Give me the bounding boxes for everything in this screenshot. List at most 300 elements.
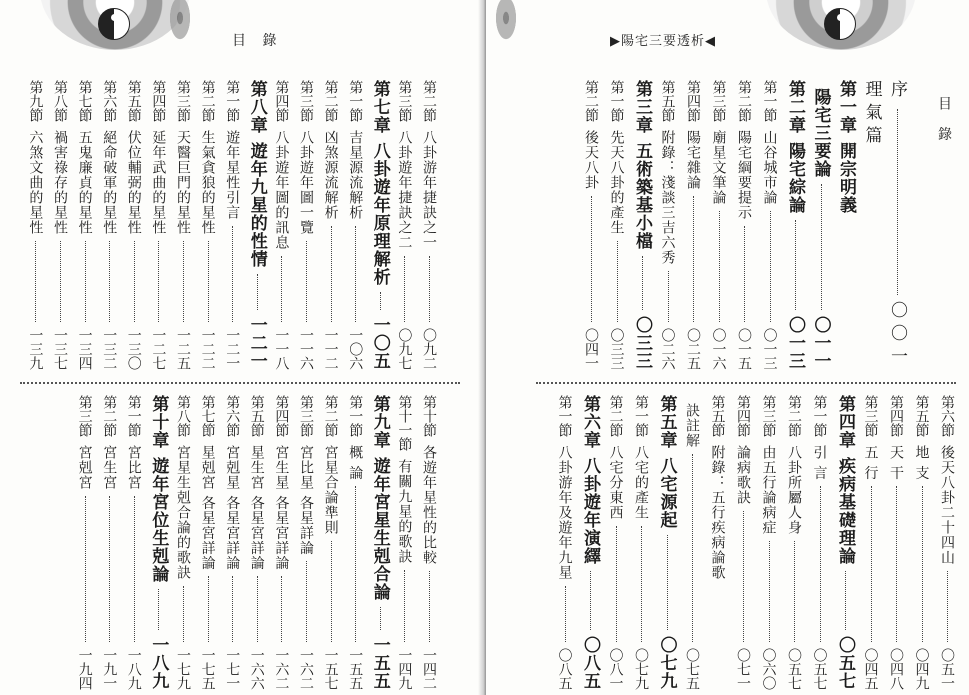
toc-title: 伏位輔弼的星性 (125, 130, 142, 235)
leader-dots (886, 109, 898, 295)
toc-title: 生氣貪狼的星性 (199, 130, 216, 235)
toc-label: 理氣篇 (861, 80, 882, 149)
toc-page-number: 〇二五 (685, 328, 701, 370)
toc-title: 遊年宮位生剋論 (148, 457, 169, 583)
toc-chapter (369, 80, 391, 370)
toc-page-number: 一四二 (421, 648, 437, 690)
toc-entry (123, 80, 145, 370)
toc-label: 第四節 (150, 80, 167, 122)
leader-dots (295, 241, 307, 322)
toc-chapter (835, 80, 857, 370)
toc-title: 訣註解 (684, 403, 700, 448)
toc-label: 第七節 (76, 80, 93, 122)
toc-label: 第六章 (580, 395, 600, 449)
leader-dots (707, 586, 719, 684)
toc-label: 第三節 (396, 80, 413, 122)
leader-dots (393, 256, 405, 322)
toc-chapter (784, 80, 806, 370)
toc-page-number: 〇八五 (556, 648, 573, 690)
leader-dots (49, 241, 61, 322)
toc-entry (98, 80, 120, 370)
toc-label: 第七節 (199, 395, 216, 437)
toc-page-number: 〇九二 (421, 328, 437, 370)
leader-dots (369, 292, 381, 310)
toc-entry (147, 80, 169, 370)
leader-dots (630, 526, 642, 642)
toc-title: 八卦遊年圖的訊息 (273, 130, 290, 250)
toc-title: 八卦所屬人身 (786, 445, 802, 535)
leader-dots (579, 571, 591, 630)
toc-entry (681, 395, 703, 690)
toc-page-number: 〇三三 (632, 316, 652, 370)
toc-title: 禍害祿存的星性 (52, 130, 68, 235)
toc-label: 第一節 (224, 80, 241, 122)
toc-label: 第一章 (836, 80, 856, 134)
toc-page-number: 一二一 (224, 328, 241, 370)
leader-dots (270, 576, 282, 642)
toc-page-number: 〇一六 (710, 328, 727, 370)
toc-entry (393, 80, 415, 370)
toc-label: 第八節 (175, 395, 191, 437)
toc-page-number: 一七九 (175, 648, 191, 690)
toc-page-number: 〇一一 (810, 316, 831, 370)
toc-entry (344, 80, 366, 370)
toc-label: 第一節 (347, 80, 364, 122)
toc-title: 八卦遊年捷訣之二 (396, 130, 413, 250)
toc-entry (172, 80, 194, 370)
divider (536, 382, 956, 384)
leader-dots (911, 486, 923, 642)
ornament-icon (486, 0, 526, 60)
toc-label: 第二節 (736, 80, 752, 122)
toc-entry (246, 395, 268, 690)
leader-dots (733, 226, 745, 322)
toc-title: 五鬼廉貞的星性 (76, 130, 93, 235)
toc-title: 先天八卦的產生 (608, 130, 625, 235)
toc-page-number: 一八九 (125, 648, 142, 690)
running-title: ▶陽宅三要透析◀ (610, 34, 716, 49)
toc-page-number: 〇三三 (608, 328, 625, 370)
toc-page-number: 〇四九 (913, 648, 930, 690)
toc-page-number: 〇五七 (835, 636, 855, 690)
toc-title: 凶煞源流解析 (322, 130, 339, 220)
toc-title: 八宅源起 (656, 457, 677, 529)
toc-entry (320, 395, 342, 690)
toc-title: 各遊年星性的比較 (421, 445, 437, 565)
toc-title: 宮比宮 (125, 445, 142, 490)
leader-dots (656, 535, 668, 630)
leader-dots (732, 511, 744, 642)
toc-entry (49, 80, 71, 370)
toc-entry (861, 80, 883, 370)
leader-dots (369, 607, 381, 630)
toc-title: 疾病基礎理論 (835, 457, 855, 565)
toc-page-number: 一一六 (298, 328, 314, 370)
toc-label: 第一節 (125, 395, 142, 437)
toc-page-number: 一四九 (396, 648, 413, 690)
toc-entry (197, 395, 219, 690)
toc-label: 第一節 (556, 395, 573, 437)
toc-label: 第八節 (52, 80, 68, 122)
toc-page-number: 一二五 (175, 328, 191, 370)
toc-title: 五 行 (862, 445, 879, 481)
toc-entry (707, 395, 729, 690)
leader-dots (418, 571, 430, 642)
toc-page-number: 〇〇一 (887, 301, 907, 370)
toc-label: 第十一節 (396, 395, 413, 451)
toc-chapter (147, 395, 169, 690)
leader-dots (393, 570, 405, 642)
toc-label: 第二節 (199, 80, 216, 122)
toc-title: 八卦游年捷訣之一 (421, 130, 437, 250)
leader-dots (580, 196, 592, 322)
toc-title: 宮比星 各星詳論 (298, 445, 314, 556)
toc-page-number: 一五五 (347, 648, 364, 690)
ornament-icon (160, 0, 200, 60)
leader-dots (861, 155, 873, 364)
leader-dots (860, 486, 872, 642)
toc-label: 第六節 (101, 80, 118, 122)
toc-label: 第一節 (633, 395, 649, 437)
left-page (0, 0, 484, 695)
leader-dots (246, 274, 258, 310)
toc-entry (936, 395, 958, 690)
toc-label: 第四章 (835, 395, 855, 449)
toc-title: 遊年九星的性情 (246, 142, 267, 268)
toc-label: 第四節 (888, 395, 904, 437)
toc-label: 第八章 (246, 80, 267, 134)
toc-title: 延年武曲的星性 (150, 130, 167, 235)
toc-page-number: 一二一 (246, 316, 267, 370)
toc-label: 第四節 (273, 395, 290, 437)
toc-page-number: 〇五一 (939, 648, 955, 690)
toc-label: 第一節 (761, 80, 778, 122)
toc-page-number: 〇七九 (656, 636, 677, 690)
leader-dots (98, 241, 110, 322)
toc-entry (605, 395, 627, 690)
toc-page-number: 〇九七 (396, 328, 413, 370)
toc-title: 八卦遊年演繹 (580, 457, 600, 565)
toc-label: 第一節 (347, 395, 364, 437)
toc-title: 概 論 (347, 445, 364, 481)
toc-title: 有關九星的歌訣 (396, 459, 413, 564)
toc-title: 星生宮 各星宮詳論 (248, 445, 265, 571)
toc-title: 引 言 (811, 445, 828, 481)
toc-label: 第二節 (583, 80, 599, 122)
toc-title: 宮剋宮 (76, 445, 93, 490)
toc-entry (733, 80, 755, 370)
leader-dots (708, 211, 720, 322)
toc-page-number: 一七一 (224, 648, 241, 690)
toc-page-number: 一六二 (273, 648, 290, 690)
toc-page-number: 〇四五 (862, 648, 879, 690)
toc-page-number: 一二七 (150, 328, 167, 370)
toc-entry (320, 80, 342, 370)
toc-entry (172, 395, 194, 690)
toc-label: 第二節 (101, 395, 118, 437)
toc-entry (98, 395, 120, 690)
leader-dots (936, 571, 948, 642)
toc-entry (344, 395, 366, 690)
toc-entry (682, 80, 704, 370)
toc-label: 第三節 (298, 395, 314, 437)
toc-title: 由五行論病症 (760, 445, 777, 535)
leader-dots (810, 184, 822, 310)
toc-page-number: 一五五 (369, 636, 390, 690)
toc-entry (295, 395, 317, 690)
toc-entry (758, 395, 780, 690)
leader-dots (147, 589, 159, 630)
toc-label: 第九章 (369, 395, 390, 449)
toc-entry (630, 395, 652, 690)
toc-title: 天醫巨門的星性 (175, 130, 191, 235)
toc-entry (580, 80, 602, 370)
toc-title: 絕命破軍的星性 (101, 130, 118, 235)
toc-entry (418, 395, 440, 690)
toc-page-number: 一六二 (298, 648, 314, 690)
toc-chapter (656, 395, 678, 690)
toc-entry (783, 395, 805, 690)
toc-page-number: 〇七九 (633, 648, 649, 690)
toc-label: 第七章 (369, 80, 390, 134)
toc-title: 遊年宮星生剋合論 (369, 457, 390, 601)
toc-label: 第三節 (298, 80, 314, 122)
leader-dots (682, 196, 694, 322)
toc-title: 陽宅三要論 (810, 88, 831, 178)
toc-entry (606, 80, 628, 370)
toc-label: 第三章 (632, 80, 652, 134)
toc-entry (418, 80, 440, 370)
left-header: 目 錄 (232, 33, 283, 49)
toc-label: 第六節 (224, 395, 241, 437)
toc-label: 第二節 (786, 395, 802, 437)
toc-page-number: 一五七 (322, 648, 339, 690)
toc-entry (123, 395, 145, 690)
toc-label: 第三節 (76, 395, 93, 437)
leader-dots (631, 256, 643, 310)
leader-dots (197, 576, 209, 642)
toc-title: 附錄：五行疾病論歌 (709, 445, 726, 580)
toc-title: 論病歌訣 (735, 445, 751, 505)
toc-title: 後天八卦二十四山 (939, 445, 955, 565)
toc-chapter (810, 80, 832, 370)
toc-entry (554, 395, 576, 690)
toc-page-number: 一六六 (248, 648, 265, 690)
toc-label: 第四節 (273, 80, 290, 122)
leader-dots (758, 541, 770, 642)
leader-dots (759, 211, 771, 322)
toc-title: 六煞文曲的星性 (27, 130, 44, 235)
toc-title: 八卦遊年圖一覽 (298, 130, 314, 235)
toc-title: 五術築基小檔 (632, 142, 652, 250)
toc-page-number: 〇五七 (811, 648, 828, 690)
toc-label: 第五節 (913, 395, 930, 437)
leader-dots (74, 496, 86, 642)
toc-chapter (631, 80, 653, 370)
toc-page-number: 一三四 (76, 328, 93, 370)
toc-label: 第二節 (421, 80, 437, 122)
leader-dots (344, 486, 356, 642)
leader-dots (24, 241, 36, 322)
toc-title: 八卦遊年原理解析 (369, 142, 390, 286)
toc-page-number: 〇四八 (888, 648, 904, 690)
toc-label: 第五節 (125, 80, 142, 122)
toc-title: 陽宅綜論 (785, 142, 805, 214)
toc-entry (708, 80, 730, 370)
leader-dots (172, 241, 184, 322)
toc-page-number: 一〇六 (347, 328, 364, 370)
leader-dots (657, 271, 669, 322)
toc-title: 八宅的產生 (633, 445, 649, 520)
toc-title: 宮星合論準則 (322, 445, 339, 535)
toc-label: 第三節 (175, 80, 191, 122)
toc-page-number: 〇一五 (736, 328, 752, 370)
toc-entry (809, 395, 831, 690)
toc-entry (911, 395, 933, 690)
toc-page-number: 〇六〇 (760, 648, 777, 690)
toc-page-number: 一七五 (199, 648, 216, 690)
toc-entry (270, 395, 292, 690)
leader-dots (681, 454, 693, 642)
leader-dots (885, 486, 897, 642)
leader-dots (320, 541, 332, 642)
toc-label: 第四節 (735, 395, 751, 437)
leader-dots (74, 241, 86, 322)
toc-label: 第五節 (659, 80, 676, 122)
toc-page-number: 一〇五 (369, 316, 390, 370)
leader-dots (295, 561, 307, 642)
toc-page-number: 一九一 (101, 648, 118, 690)
leader-dots (270, 256, 282, 322)
toc-title: 八卦游年及遊年九星 (556, 445, 573, 580)
leader-dots (246, 576, 258, 642)
toc-label: 第三節 (862, 395, 879, 437)
toc-title: 山谷城市論 (761, 130, 778, 205)
toc-entry (221, 80, 243, 370)
toc-entry (74, 80, 96, 370)
toc-entry (860, 395, 882, 690)
toc-page-number: 一一二 (322, 328, 339, 370)
toc-page-number: 〇五七 (786, 648, 802, 690)
toc-chapter (834, 395, 856, 690)
right-header: 目 錄 (936, 96, 952, 147)
toc-entry (886, 80, 908, 370)
leader-dots (784, 220, 796, 310)
yin-yang-emblem-icon (766, 0, 916, 50)
divider (20, 382, 460, 384)
leader-dots (221, 576, 233, 642)
toc-page-number: 〇八一 (607, 648, 624, 690)
toc-chapter (246, 80, 268, 370)
toc-page-number: 〇一三 (785, 316, 805, 370)
leader-dots (221, 226, 233, 322)
toc-page-number: 〇四一 (583, 328, 599, 370)
toc-label: 第十節 (421, 395, 437, 437)
leader-dots (344, 226, 356, 322)
toc-page-number: 〇八五 (580, 636, 600, 690)
leader-dots (172, 586, 184, 642)
leader-dots (554, 586, 566, 642)
toc-entry (24, 80, 46, 370)
toc-title: 廟星文筆論 (710, 130, 727, 205)
right-page (486, 0, 969, 695)
toc-chapter (369, 395, 391, 690)
toc-title: 陽宅綱要提示 (736, 130, 752, 220)
toc-entry (732, 395, 754, 690)
leader-dots (147, 241, 159, 322)
toc-label: 第五節 (248, 395, 265, 437)
toc-label: 第五章 (656, 395, 677, 449)
toc-entry (221, 395, 243, 690)
toc-title: 八宅分東西 (607, 445, 624, 520)
toc-page-number: 一三七 (52, 328, 68, 370)
toc-label: 第五節 (709, 395, 726, 437)
toc-entry (295, 80, 317, 370)
toc-title: 星剋宮 各星宮詳論 (199, 445, 216, 571)
leader-dots (418, 256, 430, 322)
leader-dots (197, 241, 209, 322)
toc-page-number: 一二二 (199, 328, 216, 370)
toc-entry (759, 80, 781, 370)
leader-dots (783, 541, 795, 642)
toc-label: 第二章 (785, 80, 805, 134)
toc-label: 第九節 (27, 80, 44, 122)
toc-entry (657, 80, 679, 370)
leader-dots (320, 226, 332, 322)
leader-dots (834, 571, 846, 630)
toc-entry (74, 395, 96, 690)
toc-label: 第一節 (811, 395, 828, 437)
toc-label: 第三節 (760, 395, 777, 437)
toc-title: 附錄：淺談三吉六秀 (659, 130, 676, 265)
leader-dots (605, 526, 617, 642)
toc-title: 遊年星性引言 (224, 130, 241, 220)
toc-label: 第三節 (710, 80, 727, 122)
toc-entry (885, 395, 907, 690)
toc-entry (393, 395, 415, 690)
toc-label: 第四節 (685, 80, 701, 122)
toc-page-number: 一三二 (101, 328, 118, 370)
toc-title: 吉星源流解析 (347, 130, 364, 220)
toc-entry (197, 80, 219, 370)
leader-dots (123, 496, 135, 642)
toc-title: 宮星生剋合論的歌訣 (175, 445, 191, 580)
leader-dots (606, 241, 618, 322)
toc-chapter (579, 395, 601, 690)
toc-title: 後天八卦 (583, 130, 599, 190)
toc-page-number: 一三九 (27, 328, 44, 370)
toc-page-number: 一三〇 (125, 328, 142, 370)
toc-label: 序 (887, 80, 907, 103)
toc-page-number: 〇二六 (659, 328, 676, 370)
toc-label: 第二節 (322, 80, 339, 122)
toc-page-number: 〇一三 (761, 328, 778, 370)
toc-page-number: 〇七五 (684, 648, 700, 690)
toc-page-number: 一一八 (273, 328, 290, 370)
leader-dots (98, 496, 110, 642)
toc-title: 地 支 (913, 445, 930, 481)
toc-label: 第六節 (939, 395, 955, 437)
toc-title: 宮剋星 各星宮詳論 (224, 445, 241, 571)
toc-label: 第一節 (608, 80, 625, 122)
toc-page-number: 一九四 (76, 648, 93, 690)
leader-dots (809, 486, 821, 642)
toc-title: 天 干 (888, 445, 904, 481)
toc-title: 開宗明義 (836, 142, 856, 214)
leader-dots (835, 220, 847, 364)
toc-title: 陽宅雜論 (685, 130, 701, 190)
toc-page-number: 〇七一 (735, 648, 751, 690)
